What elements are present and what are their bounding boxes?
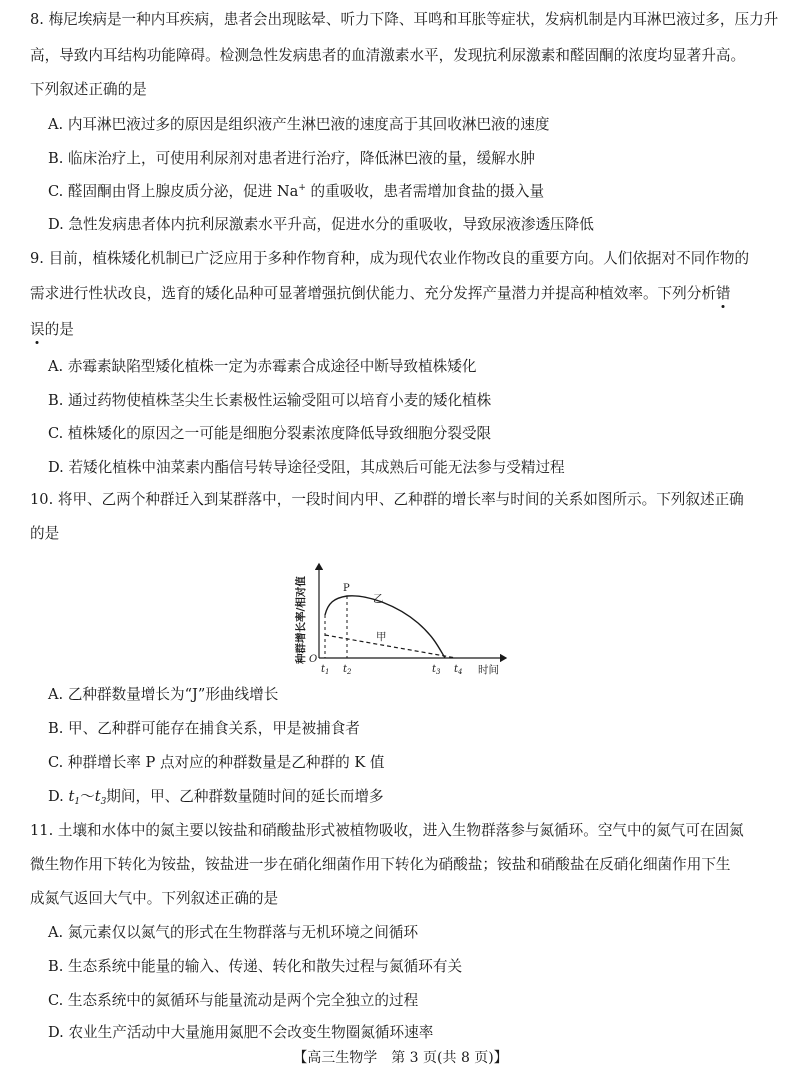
q10-option-d-text: 期间，甲、乙种群数量随时间的延长而增多	[106, 788, 384, 805]
q9-stem-line-2-text: 需求进行性状改良，选育的矮化品种可显著增强抗倒伏能力、充分发挥产量潜力并提高种植效率。下列分析	[30, 285, 716, 302]
q9-option-d: D. 若矮化植株中油菜素内酯信号转导途径受阻，其成熟后可能无法参与受精过程	[48, 459, 565, 476]
q9-stem-line-3	[30, 318, 74, 339]
q8-option-b: B. 临床治疗上，可使用利尿剂对患者进行治疗，降低淋巴液的量，缓解水肿	[48, 150, 536, 167]
q9-stem-line-2	[30, 282, 731, 303]
q11-stem-line-1: 11. 土壤和水体中的氮主要以铵盐和硝酸盐形式被植物吸收，进入生物群落参与氮循环。空气中的氮气可在固氮	[30, 822, 744, 839]
q11-option-a: A. 氮元素仅以氮气的形式在生物群落与无机环境之间循环	[48, 924, 419, 941]
tick-label-t4: $t_4$	[454, 664, 463, 676]
point-p-label: P	[343, 583, 350, 594]
q10-stem-line-1: 10. 将甲、乙两个种群迁入到某群落中，一段时间内甲、乙种群的增长率与时间的关系如图所示。下列叙述正确	[30, 491, 744, 508]
chart-x-axis-label: 时间	[478, 664, 499, 676]
q11-option-d: D. 农业生产活动中大量施用氮肥不会改变生物圈氮循环速率	[48, 1024, 434, 1041]
q10-option-b: B. 甲、乙种群可能存在捕食关系，甲是被捕食者	[48, 720, 360, 737]
series-jia-line	[325, 635, 456, 658]
tick-label-t2: $t_2$	[343, 664, 352, 676]
tick-label-t1: $t_1$	[321, 664, 330, 676]
q11-option-b: B. 生态系统中能量的输入、传递、转化和散失过程与氮循环有关	[48, 958, 463, 975]
q8-option-c-text-2: 的重吸收，患者需增加食盐的摄入量	[305, 183, 545, 200]
q9-emphasis-char-1: 错	[715, 285, 731, 302]
q10-option-c: C. 种群增长率 P 点对应的种群数量是乙种群的 K 值	[48, 754, 385, 771]
q11-stem-line-3: 成氮气返回大气中。下列叙述正确的是	[30, 890, 279, 907]
q8-option-c-superscript: +	[298, 183, 306, 193]
chart-y-axis-label: 种群增长率/相对值	[295, 576, 307, 664]
q8-stem-line-1: 8. 梅尼埃病是一种内耳疾病，患者会出现眩晕、听力下降、耳鸣和耳胀等症状，发病机制是内耳淋巴液过多，压力升	[30, 11, 779, 28]
q8-option-a: A. 内耳淋巴液过多的原因是组织液产生淋巴液的速度高于其回收淋巴液的速度	[48, 116, 550, 133]
q11-option-c: C. 生态系统中的氮循环与能量流动是两个完全独立的过程	[48, 992, 419, 1009]
chart-origin-label: O	[309, 654, 318, 665]
q10-option-a: A. 乙种群数量增长为“J”形曲线增长	[48, 686, 279, 703]
q8-option-c	[48, 180, 544, 201]
series-yi-curve	[325, 596, 445, 658]
series-jia-label: 甲	[376, 631, 387, 643]
q11-stem-line-2: 微生物作用下转化为铵盐，铵盐进一步在硝化细菌作用下转化为硝酸盐；铵盐和硝酸盐在反硝化细菌作用下生	[30, 856, 731, 873]
q8-option-d: D. 急性发病患者体内抗利尿激素水平升高，促进水分的重吸收，导致尿液渗透压降低	[48, 216, 594, 233]
q10-option-d-t3: $t_3$	[94, 788, 107, 807]
q9-stem-line-1: 9. 目前，植株矮化机制已广泛应用于多种作物育种，成为现代农业作物改良的重要方向。人们依据对不同作物的	[30, 250, 750, 267]
q8-option-c-text-1: C. 醛固酮由肾上腺皮质分泌，促进 Na	[48, 183, 299, 200]
tick-label-t3: $t_3$	[432, 664, 441, 676]
q8-stem-line-3: 下列叙述正确的是	[30, 81, 147, 98]
q10-stem-line-2: 的是	[30, 525, 60, 542]
growth-rate-chart	[288, 558, 528, 680]
q9-option-a: A. 赤霉素缺陷型矮化植株一定为赤霉素合成途径中断导致植株矮化	[48, 358, 477, 375]
q8-stem-line-2: 高，导致内耳结构功能障碍。检测急性发病患者的血清激素水平，发现抗利尿激素和醛固酮的浓度均显著升高。	[30, 47, 746, 64]
q10-option-d-tilde: ～	[80, 788, 95, 805]
q9-stem-tail: 的是	[44, 321, 74, 338]
page-footer: 【高三生物学 第 3 页(共 8 页)】	[293, 1050, 508, 1066]
q9-option-c: C. 植株矮化的原因之一可能是细胞分裂素浓度降低导致细胞分裂受限	[48, 425, 492, 442]
series-yi-label: 乙	[373, 593, 384, 605]
q9-emphasis-char-2: 误	[30, 321, 45, 338]
q10-option-d-letter: D.	[48, 788, 69, 805]
q9-option-b: B. 通过药物使植株茎尖生长素极性运输受阻可以培育小麦的矮化植株	[48, 392, 492, 409]
q10-option-d	[48, 785, 384, 807]
q10-option-d-t1: $t_1$	[68, 788, 81, 807]
